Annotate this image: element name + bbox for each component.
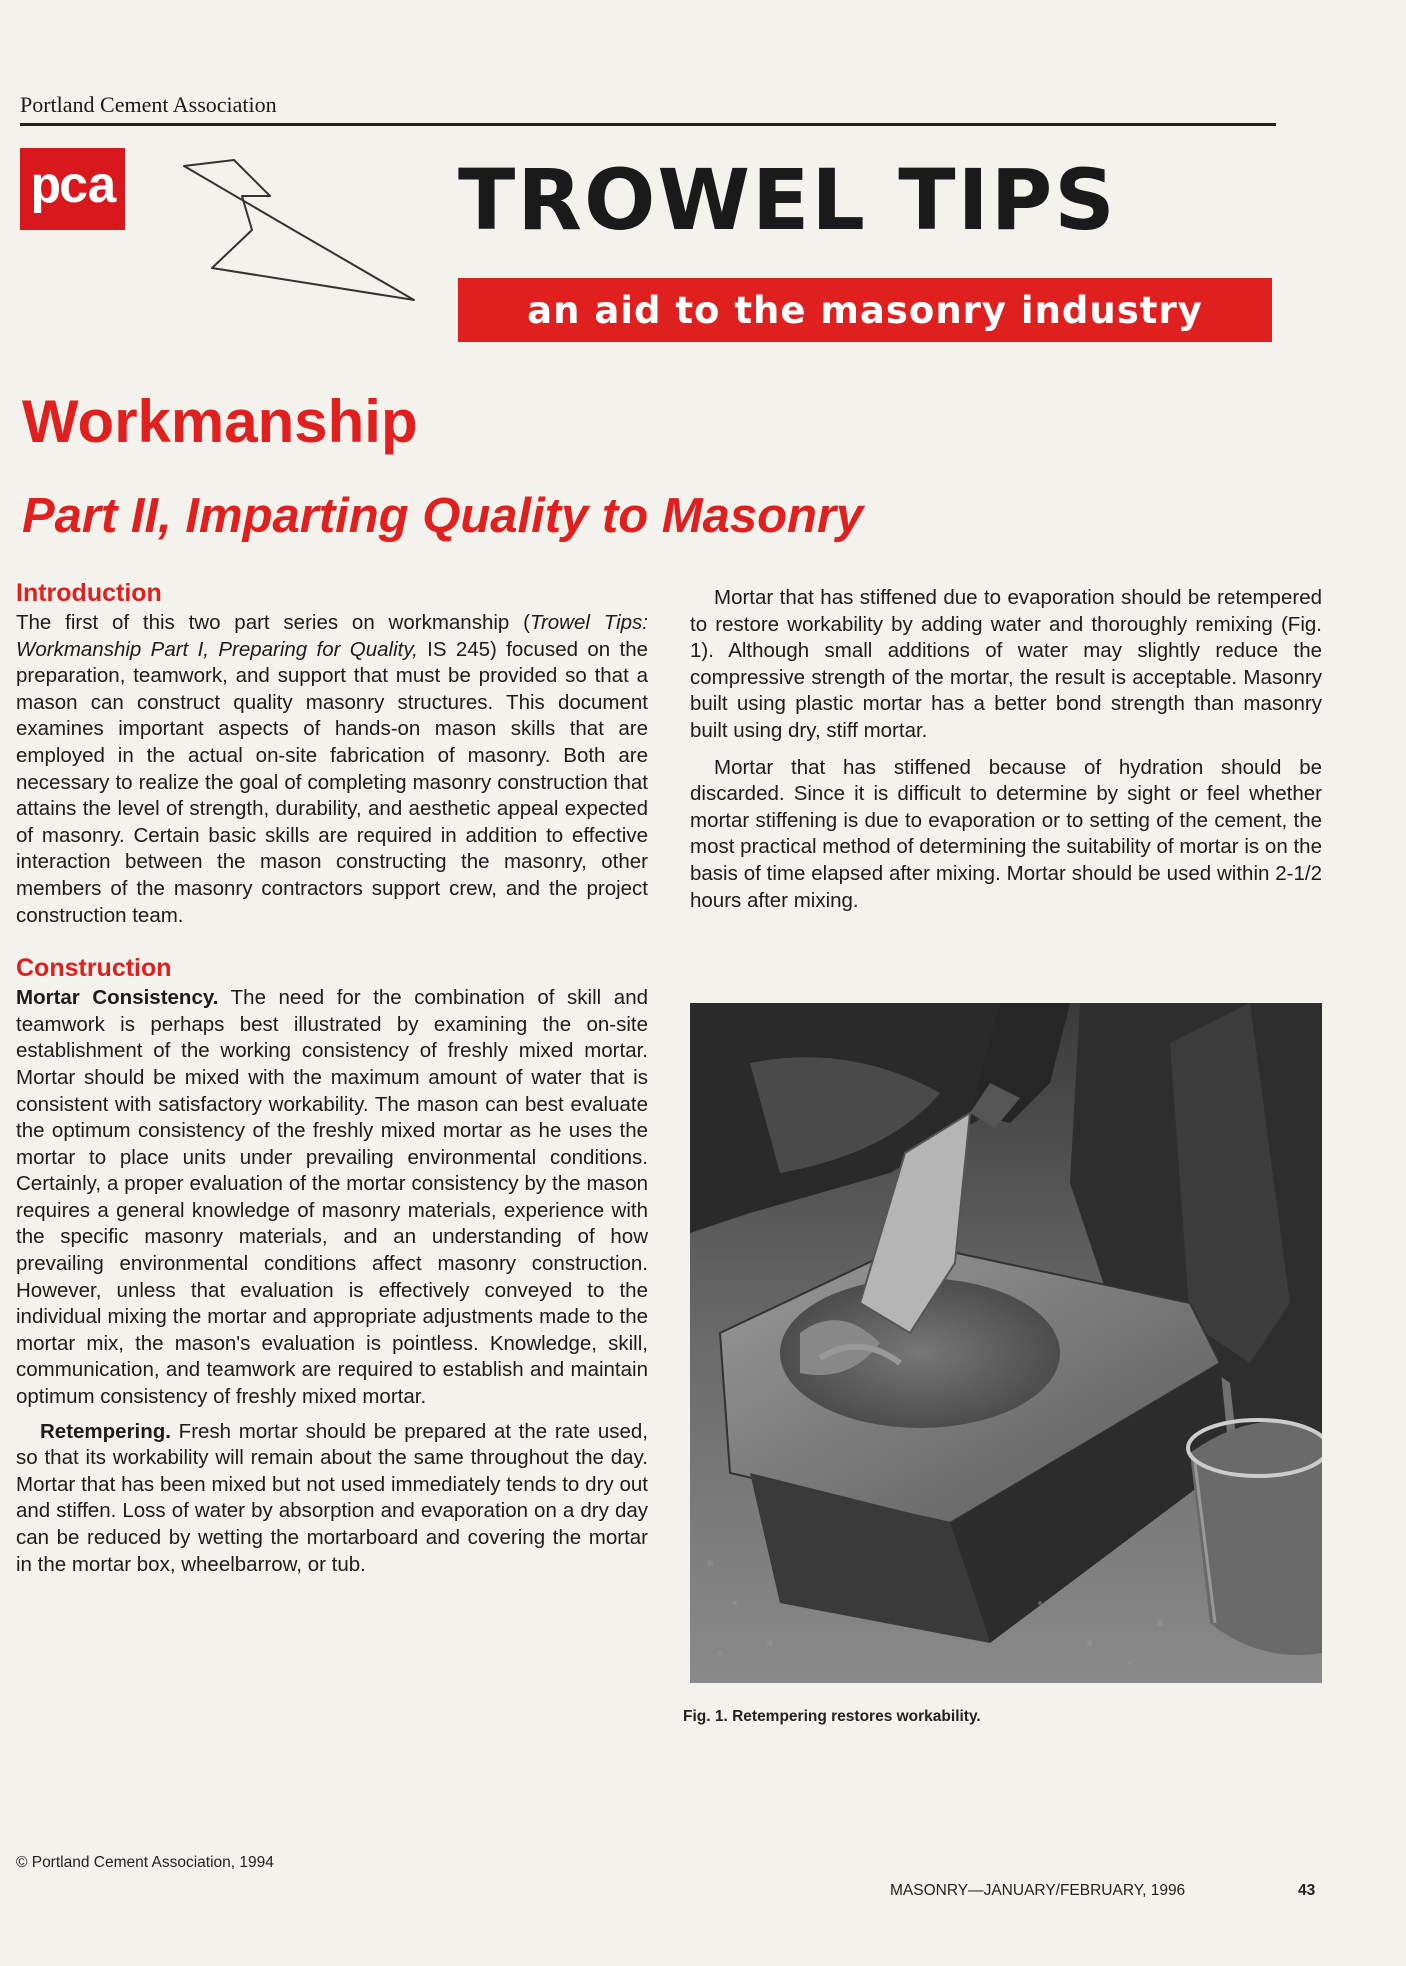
intro-text-rest: IS 245) focused on the preparation, teamwork, and support that must be provided so that a mason can construct quality masonry structures. This document examines important aspects of hands-on mason skills that are employed in the actual on-site fabrication of masonry. Both are necessary to realize the goal of completing masonry construction that attains the level of strength, durability, and aesthetic appeal expected of masonry. Certain basic skills are required in addition to effective interaction between the mason constructing the masonry, other members of the masonry contractors support crew, and the project construction team. bbox=[16, 637, 648, 927]
figure-caption: Fig. 1. Retempering restores workability. bbox=[683, 1708, 981, 1725]
retempering-heading: Retempering. bbox=[40, 1419, 171, 1443]
mortar-consistency-paragraph bbox=[16, 985, 648, 1411]
mortar-consistency-heading: Mortar Consistency. bbox=[16, 986, 219, 1010]
intro-text-start: The first of this two part series on workmanship ( bbox=[16, 611, 530, 634]
copyright-notice: © Portland Cement Association, 1994 bbox=[16, 1854, 274, 1871]
newsletter-subtitle: an aid to the masonry industry bbox=[527, 288, 1203, 332]
introduction-heading: Introduction bbox=[16, 579, 162, 607]
evaporation-paragraph: Mortar that has stiffened due to evaporation should be retempered to restore workability by adding water and thoroughly remixing (Fig. 1). Although small additions of water may slightly reduce the compressive strength of the mortar, the result is acceptable. Masonry built using plastic mortar has a better bond strength than masonry built using dry, stiff mortar. bbox=[690, 586, 1322, 742]
article-title: Workmanship bbox=[22, 388, 418, 455]
construction-heading: Construction bbox=[16, 954, 172, 983]
publication-line: MASONRY—JANUARY/FEBRUARY, 1996 bbox=[890, 1882, 1186, 1899]
retempering-paragraph bbox=[16, 1419, 648, 1579]
subtitle-band bbox=[458, 278, 1272, 342]
mortar-consistency-text: The need for the combination of skill and teamwork is perhaps best illustrated by examining the on-site establishment of the working consistency of freshly mixed mortar. Mortar should be mixed with the maximum amount of water that is consistent with satisfactory workability. The mason can best evaluate the optimum consistency of the freshly mixed mortar as he uses the mortar to place units under prevailing environmental conditions. Certainly, a proper evaluation of the mortar consistency by the mason requires a general knowledge of masonry materials, experience with the specific masonry materials, and an understanding of how prevailing environmental conditions affect masonry construction. However, unless that evaluation is effectively conveyed to the individual mixing the mortar and appropriate adjustments made to the mortar mix, the mason's evaluation is pointless. Knowledge, skill, communication, and teamwork are required to establish and maintain optimum consistency of freshly mixed mortar. bbox=[16, 986, 648, 1409]
retempering-photo bbox=[690, 1003, 1322, 1683]
left-column bbox=[16, 578, 648, 1578]
logo-text: pca bbox=[30, 159, 115, 218]
trowel-icon bbox=[182, 158, 432, 308]
page-number: 43 bbox=[1298, 1882, 1316, 1899]
retempering-text: Fresh mortar should be prepared at the rate used, so that its workability will remain about the same throughout the day. Mortar that has been mixed but not used immediately tends to dry out and stiffen. Loss of water by absorption and evaporation on a dry day can be reduced by wetting the mortarboard and covering the mortar in the mortar box, wheelbarrow, or tub. bbox=[16, 1419, 648, 1576]
article-subtitle: Part II, Imparting Quality to Masonry bbox=[22, 489, 864, 543]
hydration-paragraph: Mortar that has stiffened because of hydration should be discarded. Since it is difficult to determine by sight or feel whether mortar stiffening is due to evaporation or to setting of the cement, the most practical method of determining the suitability of mortar is on the basis of time elapsed after mixing. Mortar should be used within 2-1/2 hours after mixing. bbox=[690, 755, 1322, 912]
intro-reference: Trowel Tips: Workmanship Part I, Preparing for Quality, bbox=[16, 611, 648, 661]
header-rule bbox=[20, 123, 1276, 126]
organization-name: Portland Cement Association bbox=[20, 92, 277, 117]
right-column bbox=[690, 585, 1322, 914]
pca-logo bbox=[20, 148, 125, 230]
introduction-paragraph bbox=[16, 610, 648, 929]
newsletter-title: TROWEL TIPS bbox=[458, 151, 1117, 249]
